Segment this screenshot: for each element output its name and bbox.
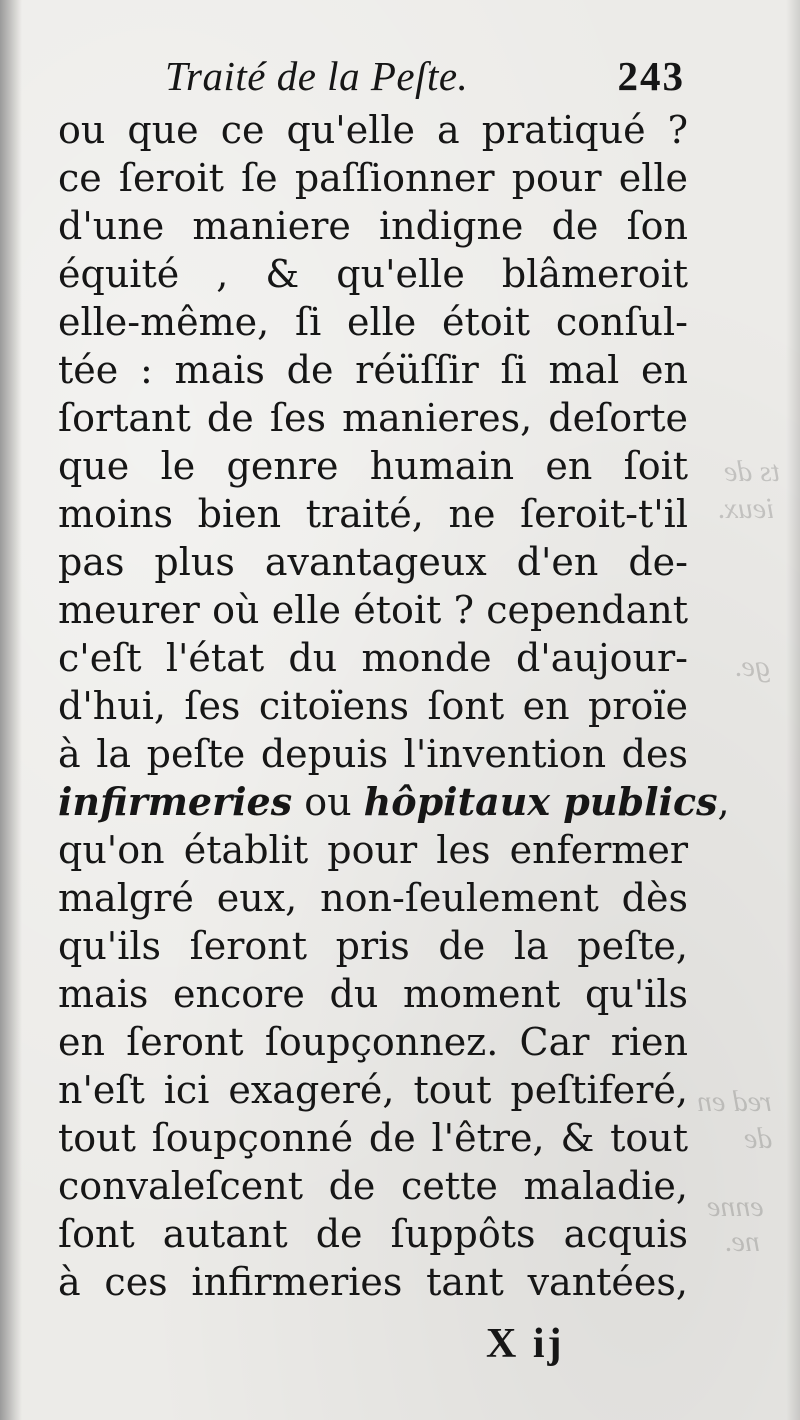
text-line: équité , & qu'elle blâmeroit [58, 252, 688, 296]
signature-mark: X ij [486, 1321, 565, 1367]
text-line: pas plus avantageux d'en de- [58, 540, 688, 584]
text-line: ſont autant de ſuppôts acquis [58, 1212, 688, 1256]
text-line-italic-terms [58, 778, 730, 826]
text-line: meurer où elle étoit ? cependant [58, 588, 688, 632]
text-line: à la peſte depuis l'invention des [58, 732, 688, 776]
text-line: malgré eux, non-ſeulement dès [58, 876, 688, 920]
text-line: ou que ce qu'elle a pratiqué ? [58, 108, 688, 152]
text-line: que le genre humain en ſoit [58, 444, 688, 488]
text-line: tout ſoupçonné de l'être, & tout [58, 1116, 688, 1160]
italic-term-hopitaux-publics: hôpitaux publics [363, 779, 718, 824]
text-line: ſortant de ſes manieres, deſorte [58, 396, 688, 440]
text-line: tée : mais de réüſſir ſi mal en [58, 348, 688, 392]
text-line: moins bien traité, ne ſeroit-t'il [58, 492, 688, 536]
text-line: elle-même, ſi elle étoit conſul- [58, 300, 688, 344]
show-through-text: ts de ieux. ge. red en de enne ne. [697, 455, 780, 1258]
binding-gutter [0, 0, 22, 1420]
text-line: mais encore du moment qu'ils [58, 972, 688, 1016]
text-line: à ces infirmeries tant vantées, [58, 1260, 688, 1304]
text-line: qu'ils ſeront pris de la peſte, [58, 924, 688, 968]
text-line: n'eſt ici exageré, tout peſtiferé, [58, 1068, 688, 1112]
text-line: c'eſt l'état du monde d'aujour- [58, 636, 688, 680]
text-line: d'une maniere indigne de ſon [58, 204, 688, 248]
text-line: ce ſeroit ſe paſſionner pour elle [58, 156, 688, 200]
text-fragment: ou [292, 780, 364, 824]
running-header [165, 52, 685, 102]
italic-term-infirmeries: infirmeries [58, 779, 293, 824]
page-number: 243 [617, 53, 685, 99]
running-title: Traité de la Peſte. [165, 53, 469, 99]
text-line: d'hui, ſes citoïens ſont en proïe [58, 684, 688, 728]
text-line: qu'on établit pour les enfermer [58, 828, 688, 872]
text-line: convaleſcent de cette maladie, [58, 1164, 688, 1208]
body-text [58, 106, 730, 1306]
text-line: en ſeront ſoupçonnez. Car rien [58, 1020, 688, 1064]
text-fragment: , [717, 780, 730, 824]
